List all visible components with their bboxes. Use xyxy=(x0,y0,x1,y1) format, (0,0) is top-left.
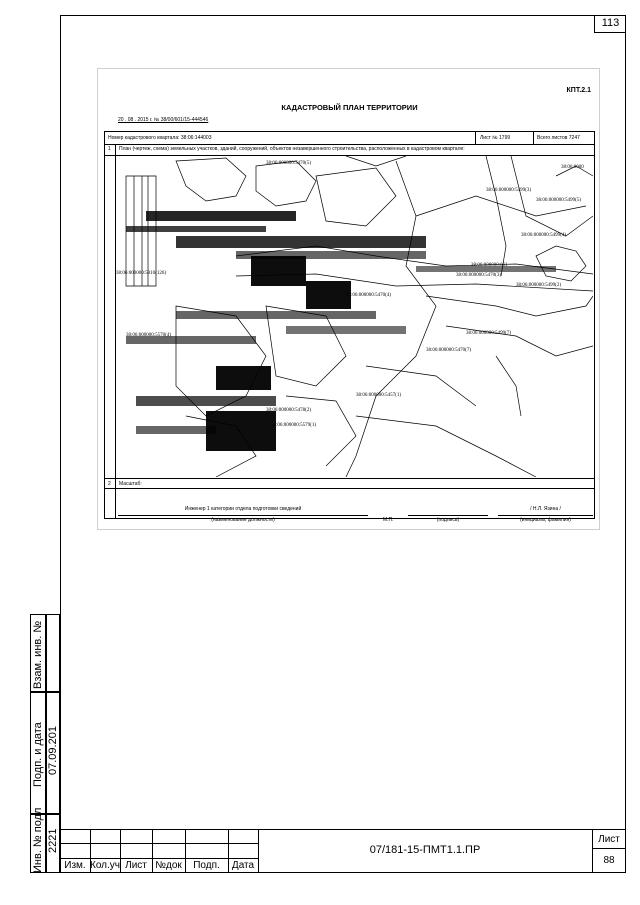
stamp-inv-label: Инв. № подл xyxy=(32,807,44,873)
stamp-vzam-cell xyxy=(30,614,46,692)
signer-name-caption: (инициалы, фамилия) xyxy=(520,517,571,523)
sheet-number: 88 xyxy=(603,855,615,866)
signer-name: / Н.Л. Язина / xyxy=(530,506,561,512)
map-label: 38:06:000000:5579(1) xyxy=(271,423,316,428)
row-2-number: 2 xyxy=(108,481,111,487)
map-label: 38:06:000000:5570(4) xyxy=(126,333,171,338)
map-label: 38:06:000000:5470(7) xyxy=(426,348,471,353)
map-label: 38:06:000000:5499(5) xyxy=(536,198,581,203)
map-label: 38:06:000000:661 xyxy=(471,263,508,268)
plan-table xyxy=(104,131,595,519)
col-kol-uch: Кол.уч xyxy=(90,860,120,871)
stamp-sign-value-cell xyxy=(46,692,60,814)
doc-date-line: 20 . 08 . 2015 г. № 38/00/601/15-444546 xyxy=(118,117,209,123)
quarter-number: Номер кадастрового квартала: 38:06:144003 xyxy=(108,135,212,141)
sheet-label: Лист xyxy=(598,834,620,845)
col-list: Лист xyxy=(125,860,147,871)
col-data: Дата xyxy=(231,860,255,871)
signature-caption: (подпись) xyxy=(436,517,460,523)
table-row-1-header xyxy=(105,144,594,156)
page-number-top: 113 xyxy=(594,15,626,33)
stamp-vzam-value-cell xyxy=(46,614,60,692)
map-label: 38:06:000000:5499(3) xyxy=(486,188,531,193)
signature-line xyxy=(408,515,488,516)
row-2-divider xyxy=(105,478,594,479)
map-label: 38:06:000000:5470(3) xyxy=(456,273,501,278)
name-line xyxy=(498,515,593,516)
row-2-text: Масштаб: xyxy=(119,481,142,487)
sheet-box-line xyxy=(592,848,626,849)
map-label: 38:06:000000:5470(5) xyxy=(266,161,311,166)
map-label: 38:06:000000:5499(2) xyxy=(516,283,561,288)
map-label: 38:06:000000:5478(2) xyxy=(266,408,311,413)
stamp-inv-value-cell xyxy=(46,814,60,873)
map-label: 38:06:000000:5499(7) xyxy=(466,331,511,336)
sheets-total: Всего листов 7247 xyxy=(537,135,580,141)
header-divider xyxy=(475,132,476,144)
position-line xyxy=(118,515,368,516)
signer-position: Инженер 1 категории отдела подготовки сведений xyxy=(184,506,302,512)
doc-title: КАДАСТРОВЫЙ ПЛАН ТЕРРИТОРИИ xyxy=(281,103,418,112)
stamp-sign-label: Подп. и дата xyxy=(32,722,44,787)
col-izm: Изм. xyxy=(64,860,86,871)
row-1-number: 1 xyxy=(108,146,111,152)
map-label: 38:06:000000:5470(4) xyxy=(346,293,391,298)
row-2-bottom xyxy=(105,488,594,489)
header-divider-2 xyxy=(533,132,534,144)
map-label: 38:06:000000:5499(4) xyxy=(521,233,566,238)
stamp-vzam-label: Взам. инв. № xyxy=(32,620,44,689)
map-label: 38:06:000000:5457(1) xyxy=(356,393,401,398)
signer-position-caption: (наименование должности) xyxy=(211,517,275,523)
mp-label: М.П. xyxy=(383,517,394,523)
cadastral-plan-scan xyxy=(97,68,600,530)
stamp-sign-value: 07.09.201 xyxy=(47,726,59,775)
col-podp: Подп. xyxy=(193,860,220,871)
stamp-inv-cell xyxy=(30,807,46,873)
map-label: 38:06:000000:5910(126) xyxy=(116,271,166,276)
sheet-no: Лист № 1799 xyxy=(480,135,511,141)
row-1-text: План (чертеж, схема) земельных участков, зданий, сооружений, объектов незавершенного строительства, расположенных в кадастровом квартале: xyxy=(119,146,465,152)
stamp-inv-value: 2221 xyxy=(47,828,59,853)
document-code: 07/181-15-ПМТ1.1.ПР xyxy=(369,844,481,856)
stamp-sign-cell xyxy=(30,692,46,814)
cadastral-map xyxy=(116,156,593,477)
col-ndok: №док xyxy=(155,860,182,871)
form-code: КПТ.2.1 xyxy=(566,87,591,94)
map-label: 38:06:0000 xyxy=(561,165,584,170)
title-block-top-line xyxy=(60,829,626,830)
